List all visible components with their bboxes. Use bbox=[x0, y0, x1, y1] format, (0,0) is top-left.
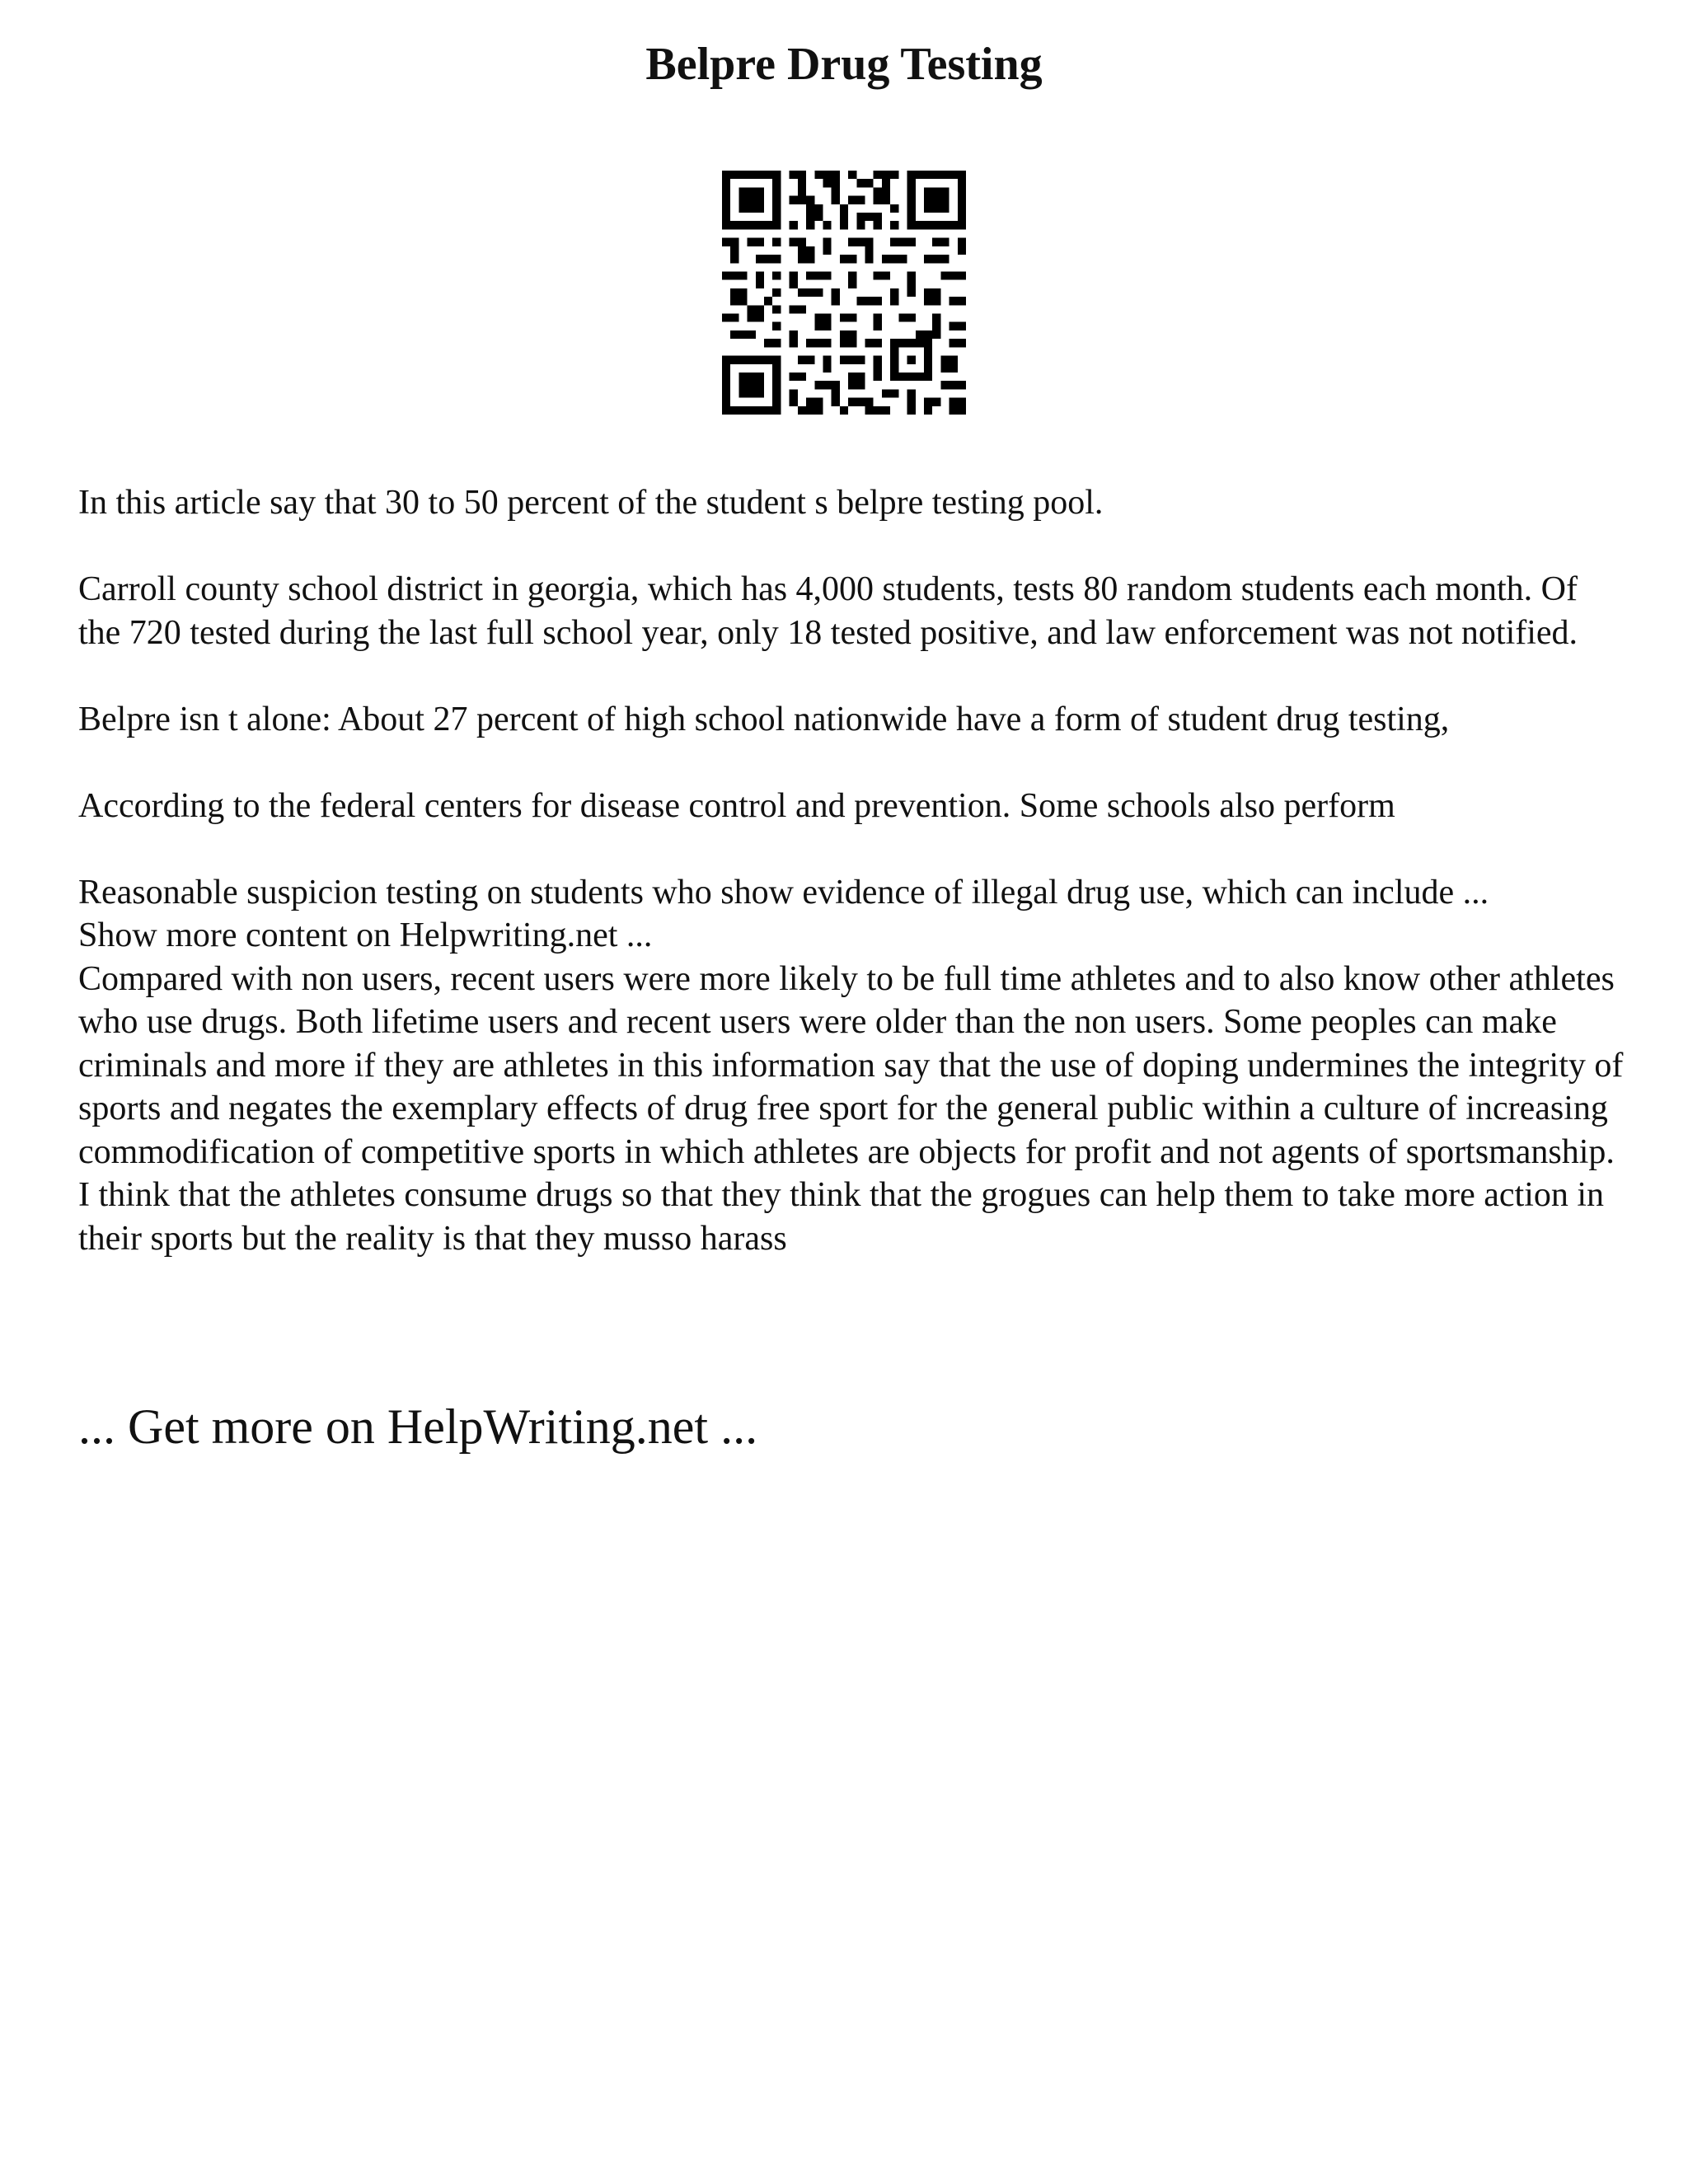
qr-code-icon bbox=[722, 171, 966, 415]
page-title: Belpre Drug Testing bbox=[645, 39, 1043, 90]
paragraph: Carroll county school district in georgia, which has 4,000 students, tests 80 random students each month. Of the 720 tested during the last full school year, only 18 tested positive, and law enforcement was not notified. bbox=[78, 570, 1578, 652]
paragraph: Reasonable suspicion testing on students who show evidence of illegal drug use, which can include ... bbox=[78, 873, 1489, 912]
get-more-link[interactable]: ... Get more on HelpWriting.net ... bbox=[78, 1399, 758, 1454]
paragraph: In this article say that 30 to 50 percent of the student s belpre testing pool. bbox=[78, 484, 1104, 522]
paragraph: Belpre isn t alone: About 27 percent of high school nationwide have a form of student drug testing, bbox=[78, 700, 1450, 738]
paragraph: According to the federal centers for disease control and prevention. Some schools also perform bbox=[78, 786, 1395, 825]
paragraph: Compared with non users, recent users were more likely to be full time athletes and to also know other athletes who use drugs. Both lifetime users and recent users were older than the non users. Some peoples can make criminals and more if they are athletes in this information say that the use of doping undermines the integrity of sports and negates the exemplary effects of drug free sport for the general public within a culture of increasing commodification of competitive sports in which athletes are objects for profit and not agents of sportsmanship. I think that the athletes consume drugs so that they think that the grogues can help them to take more action in their sports but the reality is that they musso harass bbox=[78, 959, 1624, 1258]
show-more-text: Show more content on Helpwriting.net ... bbox=[78, 916, 653, 954]
article-body bbox=[78, 481, 1628, 1260]
